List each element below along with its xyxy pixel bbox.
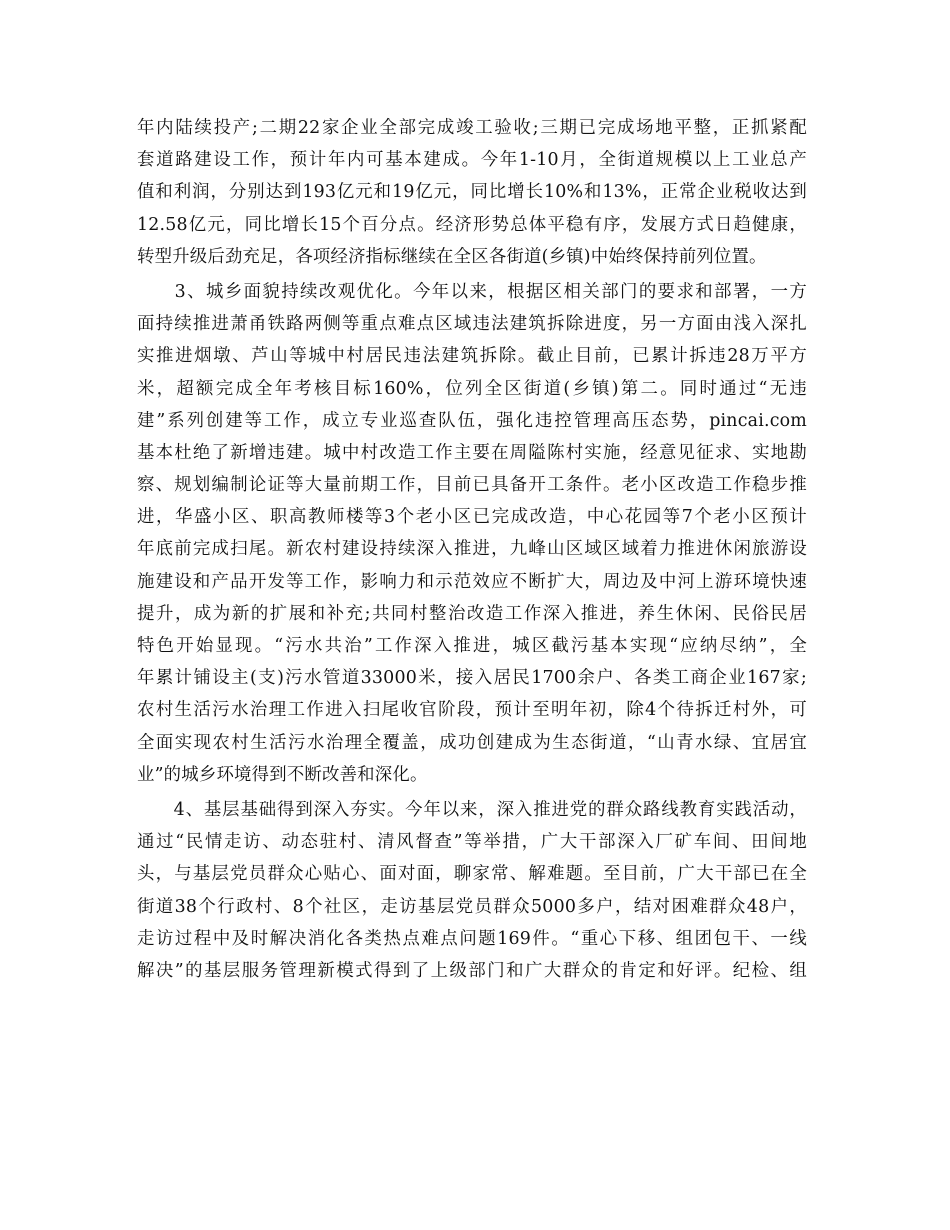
text-line: 米，超额完成全年考核目标160%，位列全区街道(乡镇)第二。同时通过“无违 (137, 378, 807, 399)
text-line: 走访过程中及时解决消化各类热点难点问题169件。“重心下移、组团包干、一线 (137, 928, 807, 949)
text-line: 街道38个行政村、8个社区，走访基层党员群众5000多户，结对困难群众48户， (137, 896, 807, 917)
text-line: 年内陆续投产;二期22家企业全部完成竣工验收;三期已完成场地平整，正抓紧配 (137, 118, 807, 138)
text-line: 全面实现农村生活污水治理全覆盖，成功创建成为生态街道，“山青水绿、宜居宜 (137, 732, 807, 753)
text-line: 4、基层基础得到深入夯实。今年以来，深入推进党的群众路线教育实践活动， (137, 799, 807, 820)
text-line: 头，与基层党员群众心贴心、面对面，聊家常、解难题。至目前，广大干部已在全 (137, 864, 807, 885)
text-line: 提升，成为新的扩展和补充;共同村整治改造工作深入推进，养生休闲、民俗民居 (137, 603, 807, 624)
text-line: 解决”的基层服务管理新模式得到了上级部门和广大群众的肯定和好评。纪检、组 (137, 960, 807, 981)
text-line: 特色开始显现。“污水共治”工作深入推进，城区截污基本实现“应纳尽纳”，全 (137, 636, 807, 656)
text-line: 转型升级后劲充足，各项经济指标继续在全区各街道(乡镇)中始终保持前列位置。 (137, 246, 767, 267)
text-line: 业”的城乡环境得到不断改善和深化。 (137, 764, 428, 785)
text-line: 基本杜绝了新增违建。城中村改造工作主要在周隘陈村实施，经意见征求、实地勘 (137, 442, 807, 463)
text-line: 3、城乡面貌持续改观优化。今年以来，根据区相关部门的要求和部署，一方 (137, 281, 807, 302)
text-line: 施建设和产品开发等工作，影响力和示范效应不断扩大，周边及中河上游环境快速 (137, 571, 807, 592)
text-line: 进，华盛小区、职高教师楼等3个老小区已完成改造，中心花园等7个老小区预计 (137, 507, 807, 528)
text-line: 实推进烟墩、芦山等城中村居民违法建筑拆除。截止目前，已累计拆违28万平方 (137, 346, 807, 367)
text-line: 通过“民情走访、动态驻村、清风督查”等举措，广大干部深入厂矿车间、田间地 (137, 832, 807, 853)
text-line: 农村生活污水治理工作进入扫尾收官阶段，预计至明年初，除4个待拆迁村外，可 (137, 700, 807, 721)
text-line: 面持续推进萧甬铁路两侧等重点难点区域违法建筑拆除进度，另一方面由浅入深扎 (137, 314, 807, 335)
text-line: 12.58亿元，同比增长15个百分点。经济形势总体平稳有序，发展方式日趋健康， (137, 214, 807, 235)
text-line: 值和利润，分别达到193亿元和19亿元，同比增长10%和13%，正常企业税收达到 (137, 182, 807, 203)
text-line: 察、规划编制论证等大量前期工作，目前已具备开工条件。老小区改造工作稳步推 (137, 475, 807, 496)
text-line: 年底前完成扫尾。新农村建设持续深入推进，九峰山区域区域着力推进休闲旅游设 (137, 539, 807, 560)
paragraph (137, 112, 807, 273)
document-body (137, 112, 807, 987)
text-line: 套道路建设工作，预计年内可基本建成。今年1-10月，全街道规模以上工业总产 (137, 150, 807, 171)
text-line: 年累计铺设主(支)污水管道33000米，接入居民1700余户、各类工商企业167家; (137, 668, 807, 689)
paragraph (137, 276, 807, 791)
text-line: 建”系列创建等工作，成立专业巡查队伍，强化违控管理高压态势，pincai.com (137, 410, 807, 431)
paragraph (137, 794, 807, 987)
